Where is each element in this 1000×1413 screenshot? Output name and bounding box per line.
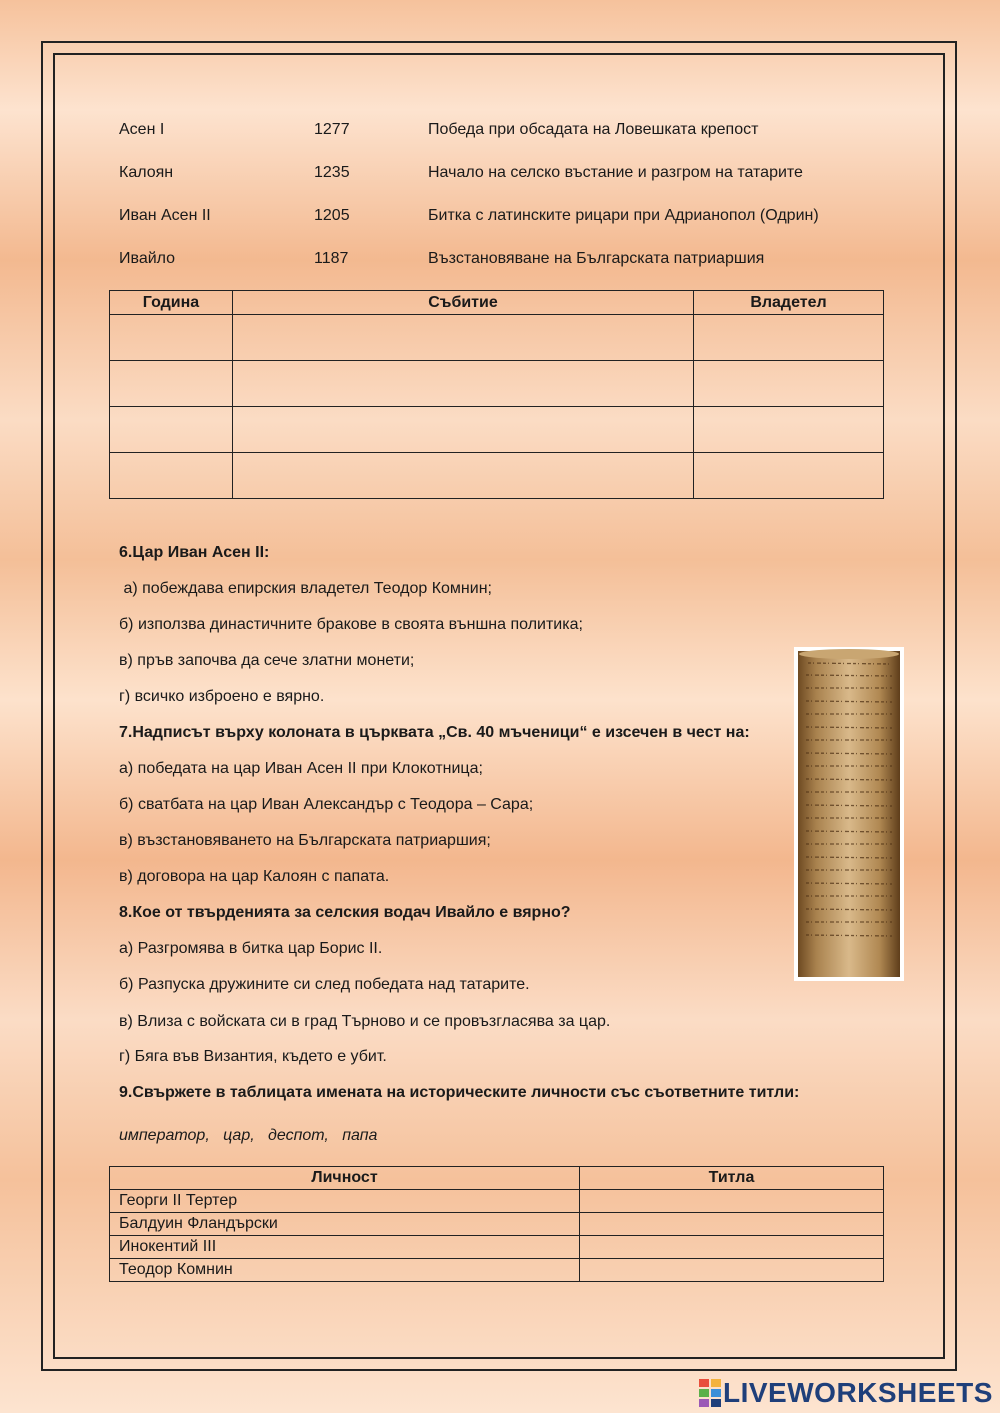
pair-event: Битка с латинските рицари при Адрианопол (Одрин): [428, 207, 819, 224]
q7-option-a[interactable]: а) победата на цар Иван Асен II при Клокотница;: [119, 760, 483, 777]
person-name: Георги II Тертер: [110, 1190, 580, 1213]
answer-cell-ruler[interactable]: [694, 453, 884, 499]
answer-cell-title[interactable]: [580, 1190, 884, 1213]
table-row: [110, 361, 884, 407]
pair-name: Калоян: [119, 164, 174, 181]
answer-cell-year[interactable]: [110, 315, 233, 361]
answer-cell-ruler[interactable]: [694, 407, 884, 453]
answer-cell-year[interactable]: [110, 407, 233, 453]
pair-year: 1187: [314, 250, 349, 267]
pair-name: Асен I: [119, 121, 165, 138]
q8-option-b[interactable]: б) Разпуска дружините си след победата над татарите.: [119, 976, 530, 993]
liveworksheets-logo: [698, 1375, 993, 1411]
answer-cell-title[interactable]: [580, 1236, 884, 1259]
table-row: [110, 1236, 884, 1259]
column-header-ruler: Владетел: [694, 291, 884, 315]
column-header-event: Събитие: [233, 291, 694, 315]
q6-option-a[interactable]: а) побеждава епирския владетел Теодор Комнин;: [119, 580, 492, 597]
pair-event: Възстановяване на Българската патриаршия: [428, 250, 765, 267]
pair-year: 1205: [314, 207, 350, 224]
pair-year: 1277: [314, 121, 350, 138]
answer-cell-year[interactable]: [110, 453, 233, 499]
q7-option-d[interactable]: в) договора на цар Калоян с папата.: [119, 868, 390, 885]
question-7-title: 7.Надписът върху колоната в църквата „Св. 40 мъченици“ е изсечен в чест на:: [119, 724, 750, 741]
q8-option-a[interactable]: а) Разгромява в битка цар Борис II.: [119, 940, 383, 957]
answer-cell-event[interactable]: [233, 407, 694, 453]
pair-year: 1235: [314, 164, 350, 181]
question-6-title: 6.Цар Иван Асен II:: [119, 544, 270, 561]
logo-text: LIVEWORKSHEETS: [723, 1377, 993, 1408]
person-name: Теодор Комнин: [110, 1259, 580, 1282]
table-row: [110, 453, 884, 499]
table-row: [110, 1213, 884, 1236]
table-row: [110, 1190, 884, 1213]
column-header-person: Личност: [110, 1167, 580, 1190]
answer-cell-year[interactable]: [110, 361, 233, 407]
pair-event: Начало на селско въстание и разгром на татарите: [428, 164, 803, 181]
q7-option-b[interactable]: б) сватбата на цар Иван Александър с Теодора – Сара;: [119, 796, 534, 813]
pair-event: Победа при обсадата на Ловешката крепост: [428, 121, 759, 138]
answer-cell-ruler[interactable]: [694, 361, 884, 407]
inscribed-column-image: [794, 647, 904, 981]
pair-name: Ивайло: [119, 250, 176, 267]
table-row: [110, 1259, 884, 1282]
answer-cell-event[interactable]: [233, 453, 694, 499]
q6-option-c[interactable]: в) пръв започва да сече златни монети;: [119, 652, 415, 669]
titles-hint: император, цар, деспот, папа: [119, 1127, 378, 1144]
q8-option-c[interactable]: в) Влиза с войската си в град Търново и се провъзгласява за цар.: [119, 1013, 611, 1030]
person-name: Инокентий III: [110, 1236, 580, 1259]
question-9-title: 9.Свържете в таблицата имената на историческите личности със съответните титли:: [119, 1084, 800, 1101]
liveworksheets-logo-icon: [698, 1378, 722, 1408]
column-header-year: Година: [110, 291, 233, 315]
answer-cell-event[interactable]: [233, 361, 694, 407]
q6-option-b[interactable]: б) използва династичните бракове в своята външна политика;: [119, 616, 583, 633]
pair-name: Иван Асен II: [119, 207, 211, 224]
question-8-title: 8.Кое от твърденията за селския водач Ивайло е вярно?: [119, 904, 571, 921]
answer-cell-ruler[interactable]: [694, 315, 884, 361]
table-row: [110, 407, 884, 453]
q7-option-c[interactable]: в) възстановяването на Българската патриаршия;: [119, 832, 491, 849]
table-row: [110, 315, 884, 361]
column-header-title: Титла: [580, 1167, 884, 1190]
q8-option-d[interactable]: г) Бяга във Византия, където е убит.: [119, 1048, 387, 1065]
answer-cell-title[interactable]: [580, 1259, 884, 1282]
person-name: Балдуин Фландърски: [110, 1213, 580, 1236]
person-title-table: [109, 1166, 884, 1282]
q6-option-d[interactable]: г) всичко изброено е вярно.: [119, 688, 325, 705]
year-event-ruler-table: [109, 290, 884, 499]
answer-cell-title[interactable]: [580, 1213, 884, 1236]
answer-cell-event[interactable]: [233, 315, 694, 361]
